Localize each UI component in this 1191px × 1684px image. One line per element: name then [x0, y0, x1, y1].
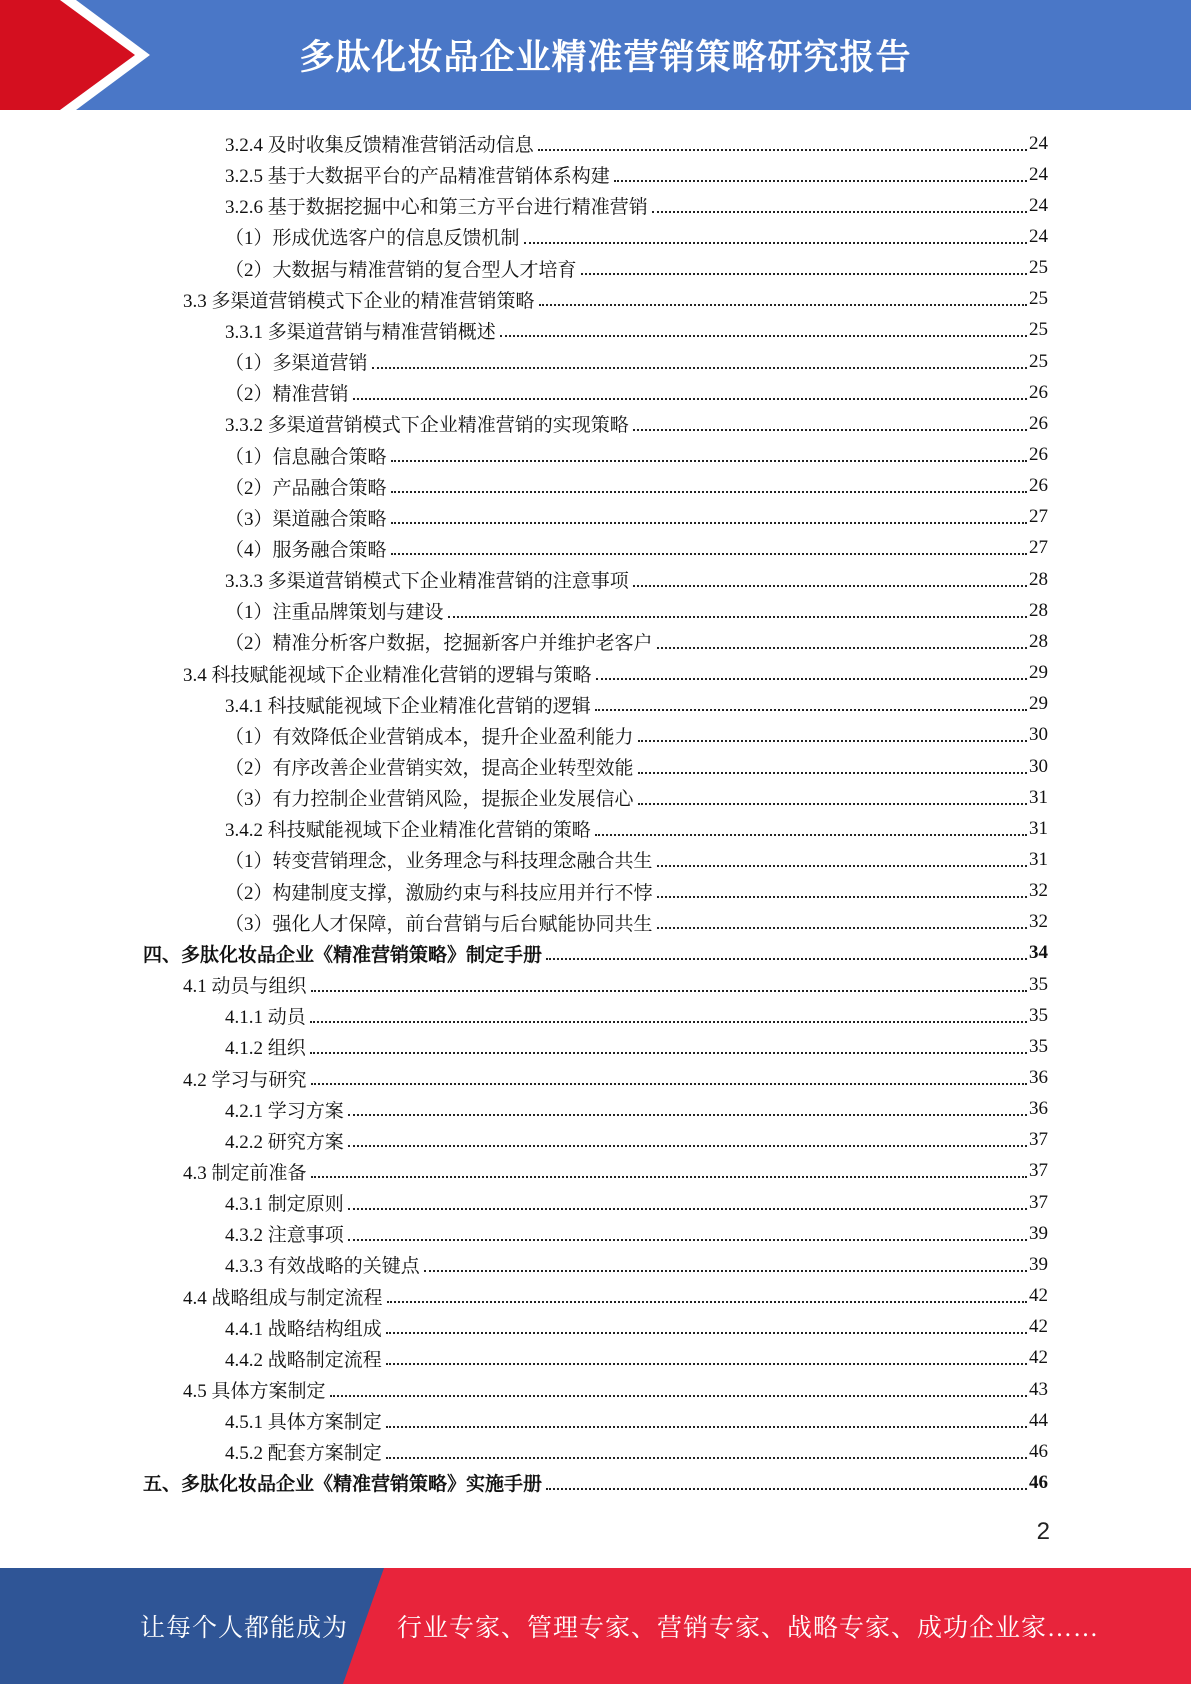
toc-entry[interactable]	[225, 595, 1048, 626]
toc-entry-page: 39	[1029, 1253, 1048, 1275]
toc-dot-leader	[386, 1363, 1027, 1365]
toc-entry-page: 26	[1029, 412, 1048, 434]
toc-entry-page: 28	[1029, 630, 1048, 652]
toc-dot-leader	[353, 398, 1027, 400]
toc-entry-title: 4.5 具体方案制定	[183, 1381, 326, 1402]
toc-entry-title: （1）形成优选客户的信息反馈机制	[225, 228, 520, 250]
toc-entry[interactable]	[225, 1405, 1048, 1436]
toc-entry[interactable]	[225, 408, 1048, 439]
toc-dot-leader	[311, 1083, 1027, 1085]
toc-entry-page: 26	[1029, 444, 1048, 465]
toc-dot-leader	[391, 522, 1027, 524]
toc-dot-leader	[311, 990, 1027, 992]
footer-banner	[0, 1568, 1191, 1684]
toc-entry[interactable]	[225, 1000, 1048, 1031]
toc-entry-page: 26	[1029, 381, 1048, 403]
toc-entry-title: 4.1.1 动员	[225, 1007, 306, 1029]
toc-entry[interactable]	[225, 502, 1048, 533]
toc-entry[interactable]	[225, 159, 1048, 190]
toc-entry[interactable]	[225, 689, 1048, 720]
toc-dot-leader	[386, 1426, 1027, 1428]
toc-entry[interactable]	[225, 253, 1048, 284]
toc-entry-page: 39	[1029, 1222, 1048, 1244]
report-title: 多肽化妆品企业精准营销策略研究报告	[299, 38, 912, 77]
toc-dot-leader	[310, 1021, 1027, 1023]
toc-entry[interactable]	[225, 1249, 1048, 1280]
toc-entry-title: 4.2 学习与研究	[183, 1069, 307, 1091]
toc-entry-page: 42	[1029, 1316, 1048, 1338]
toc-entry-page: 32	[1029, 880, 1048, 902]
toc-entry[interactable]	[225, 190, 1048, 221]
toc-entry[interactable]	[225, 907, 1048, 938]
toc-entry[interactable]	[225, 128, 1048, 159]
toc-dot-leader	[311, 1176, 1027, 1178]
toc-entry-title: 3.2.4 及时收集反馈精准营销活动信息	[225, 135, 534, 156]
toc-dot-leader	[524, 242, 1027, 244]
toc-entry-page: 35	[1029, 1004, 1048, 1026]
toc-entry-title: （1）多渠道营销	[225, 353, 368, 375]
toc-dot-leader	[652, 211, 1027, 213]
toc-entry-title: 4.5.2 配套方案制定	[225, 1443, 382, 1465]
toc-entry[interactable]	[225, 1343, 1048, 1374]
toc-dot-leader	[348, 1145, 1027, 1147]
footer-slogan-left: 让每个人都能成为	[140, 1615, 349, 1642]
toc-entry[interactable]	[183, 1156, 1048, 1187]
toc-entry-title: 四、多肽化妆品企业《精准营销策略》制定手册	[143, 944, 543, 966]
toc-entry-page: 36	[1029, 1067, 1048, 1088]
toc-entry[interactable]	[183, 658, 1048, 689]
toc-entry-page: 31	[1029, 786, 1048, 808]
toc-entry-title: （2）大数据与精准营销的复合型人才培育	[225, 259, 577, 281]
toc-dot-leader	[638, 772, 1027, 774]
toc-entry-page: 35	[1029, 973, 1048, 995]
toc-entry[interactable]	[225, 720, 1048, 751]
toc-entry-page: 24	[1029, 163, 1048, 185]
toc-entry-page: 25	[1029, 319, 1048, 341]
toc-entry-page: 37	[1029, 1129, 1048, 1151]
toc-dot-leader	[348, 1114, 1027, 1116]
toc-entry[interactable]	[143, 938, 1048, 969]
toc-dot-leader	[596, 678, 1027, 680]
toc-dot-leader	[348, 1208, 1027, 1210]
toc-entry[interactable]	[225, 1312, 1048, 1343]
toc-entry-title: 3.4 科技赋能视域下企业精准化营销的逻辑与策略	[183, 664, 592, 686]
toc-entry-page: 32	[1029, 911, 1048, 933]
toc-dot-leader	[581, 273, 1027, 275]
toc-entry-page: 42	[1029, 1347, 1048, 1369]
toc-dot-leader	[595, 709, 1027, 711]
toc-entry-title: 3.4.2 科技赋能视域下企业精准化营销的策略	[225, 820, 591, 842]
toc-entry-title: 4.3 制定前准备	[183, 1162, 307, 1184]
toc-entry[interactable]	[225, 1125, 1048, 1156]
toc-entry[interactable]	[225, 876, 1048, 907]
toc-entry-page: 30	[1029, 755, 1048, 777]
toc-entry[interactable]	[225, 440, 1048, 471]
toc-entry-page: 28	[1029, 568, 1048, 590]
toc-entry[interactable]	[183, 1374, 1048, 1405]
page-number: 2	[1036, 1518, 1050, 1545]
toc-entry-page: 25	[1029, 350, 1048, 372]
toc-entry-page: 25	[1029, 257, 1048, 279]
toc-entry-title: 4.4 战略组成与制定流程	[183, 1287, 383, 1309]
toc-entry-title: 3.3.3 多渠道营销模式下企业精准营销的注意事项	[225, 571, 629, 593]
toc-entry-page: 43	[1029, 1378, 1048, 1400]
toc-dot-leader	[310, 1052, 1027, 1054]
toc-dot-leader	[614, 180, 1027, 182]
toc-entry-page: 46	[1029, 1440, 1048, 1462]
toc-entry[interactable]	[225, 813, 1048, 844]
toc-entry-title: （1）转变营销理念，业务理念与科技理念融合共生	[225, 851, 653, 873]
toc-entry-title: 3.3.1 多渠道营销与精准营销概述	[225, 321, 496, 343]
toc-dot-leader	[500, 335, 1027, 337]
toc-entry[interactable]	[225, 533, 1048, 564]
toc-entry-title: 4.2.2 研究方案	[225, 1131, 344, 1153]
footer-slogan-right: 行业专家、管理专家、营销专家、战略专家、成功企业家……	[397, 1615, 1100, 1642]
toc-entry[interactable]	[225, 626, 1048, 657]
toc-entry-title: （2）精准分析客户数据，挖掘新客户并维护老客户	[225, 633, 653, 655]
toc-dot-leader	[330, 1395, 1027, 1397]
toc-entry-page: 26	[1029, 475, 1048, 497]
toc-dot-leader	[546, 1488, 1027, 1490]
toc-entry-page: 34	[1029, 942, 1048, 964]
toc-entry[interactable]	[225, 751, 1048, 782]
toc-entry[interactable]	[225, 1094, 1048, 1125]
toc-entry-title: 3.2.6 基于数据挖掘中心和第三方平台进行精准营销	[225, 197, 648, 219]
toc-dot-leader	[386, 1332, 1027, 1334]
toc-entry[interactable]	[225, 844, 1048, 875]
toc-entry-title: 4.1 动员与组织	[183, 976, 307, 998]
toc-entry-page: 29	[1029, 662, 1048, 684]
toc-entry-title: 3.2.5 基于大数据平台的产品精准营销体系构建	[225, 166, 610, 188]
toc-entry[interactable]	[225, 564, 1048, 595]
toc-entry-page: 24	[1029, 225, 1048, 247]
toc-dot-leader	[638, 803, 1027, 805]
toc-entry-title: 3.3.2 多渠道营销模式下企业精准营销的实现策略	[225, 415, 629, 437]
toc-entry-page: 31	[1029, 817, 1048, 839]
toc-dot-leader	[348, 1239, 1027, 1241]
toc-entry-title: （2）构建制度支撑，激励约束与科技应用并行不悖	[225, 882, 653, 904]
toc-entry[interactable]	[183, 284, 1048, 315]
toc-entry[interactable]	[183, 1063, 1048, 1094]
toc-dot-leader	[633, 429, 1027, 431]
toc-entry-page: 25	[1029, 288, 1048, 310]
toc-entry-page: 42	[1029, 1285, 1048, 1307]
toc-entry[interactable]	[225, 1187, 1048, 1218]
toc-entry[interactable]	[225, 346, 1048, 377]
toc-dot-leader	[391, 491, 1027, 493]
toc-entry-title: （2）精准营销	[225, 384, 349, 406]
toc-entry-page: 24	[1029, 194, 1048, 216]
toc-entry-title: （2）有序改善企业营销实效，提高企业转型效能	[225, 758, 634, 779]
toc-entry[interactable]	[143, 1467, 1048, 1498]
toc-entry-title: 4.3.2 注意事项	[225, 1225, 344, 1247]
toc-entry-page: 30	[1029, 724, 1048, 746]
toc-entry[interactable]	[183, 1281, 1048, 1312]
toc-dot-leader	[538, 149, 1027, 151]
toc-entry[interactable]	[225, 377, 1048, 408]
toc-entry-page: 36	[1029, 1098, 1048, 1120]
header-banner	[0, 0, 1191, 110]
toc-entry-page: 29	[1029, 693, 1048, 715]
toc-entry-title: 4.4.1 战略结构组成	[225, 1318, 382, 1340]
toc-entry-title: （3）渠道融合策略	[225, 508, 387, 530]
toc-dot-leader	[546, 958, 1027, 960]
toc-entry-title: （1）注重品牌策划与建设	[225, 602, 444, 624]
toc-dot-leader	[638, 740, 1027, 742]
toc-entry[interactable]	[225, 1218, 1048, 1249]
header-arrow-decoration	[0, 0, 160, 110]
toc-entry[interactable]	[225, 782, 1048, 813]
toc-entry-title: 4.2.1 学习方案	[225, 1100, 344, 1122]
toc-entry-title: （3）强化人才保障，前台营销与后台赋能协同共生	[225, 913, 653, 935]
toc-entry[interactable]	[225, 221, 1048, 252]
toc-entry-page: 35	[1029, 1035, 1048, 1057]
toc-entry-title: 4.3.1 制定原则	[225, 1194, 344, 1216]
toc-entry-title: （3）有力控制企业营销风险，提振企业发展信心	[225, 789, 634, 811]
toc-dot-leader	[657, 927, 1027, 929]
toc-dot-leader	[448, 616, 1027, 618]
toc-dot-leader	[372, 367, 1027, 369]
toc-dot-leader	[386, 1457, 1027, 1459]
toc-entry-title: （1）有效降低企业营销成本，提升企业盈利能力	[225, 726, 634, 748]
toc-entry[interactable]	[225, 1436, 1048, 1467]
toc-entry-title: （1）信息融合策略	[225, 446, 387, 468]
toc-entry-title: 3.3 多渠道营销模式下企业的精准营销策略	[183, 290, 535, 312]
toc-dot-leader	[657, 865, 1027, 867]
toc-dot-leader	[595, 834, 1027, 836]
toc-entry[interactable]	[225, 315, 1048, 346]
toc-entry-page: 27	[1029, 537, 1048, 559]
toc-entry[interactable]	[225, 1031, 1048, 1062]
toc-entry[interactable]	[225, 471, 1048, 502]
toc-entry-page: 24	[1029, 132, 1048, 154]
toc-dot-leader	[539, 304, 1027, 306]
toc-entry-page: 37	[1029, 1160, 1048, 1182]
toc-entry-title: 五、多肽化妆品企业《精准营销策略》实施手册	[143, 1474, 543, 1496]
toc-entry-title: 4.3.3 有效战略的关键点	[225, 1256, 420, 1278]
toc-dot-leader	[657, 896, 1027, 898]
toc-entry[interactable]	[183, 969, 1048, 1000]
toc-entry-page: 37	[1029, 1191, 1048, 1213]
toc-entry-title: 4.5.1 具体方案制定	[225, 1412, 382, 1434]
toc-dot-leader	[391, 460, 1027, 462]
toc-dot-leader	[391, 553, 1027, 555]
toc-entry-page: 31	[1029, 848, 1048, 870]
toc-entry-page: 27	[1029, 506, 1048, 528]
toc-entry-page: 44	[1029, 1409, 1048, 1431]
toc-entry-title: 4.4.2 战略制定流程	[225, 1349, 382, 1371]
toc-dot-leader	[387, 1301, 1027, 1303]
toc-entry-title: （4）服务融合策略	[225, 539, 387, 561]
toc-entry-title: 4.1.2 组织	[225, 1038, 306, 1060]
toc-entry-title: 3.4.1 科技赋能视域下企业精准化营销的逻辑	[225, 695, 591, 717]
toc-dot-leader	[424, 1270, 1027, 1272]
toc-entry-page: 28	[1029, 599, 1048, 621]
toc-dot-leader	[657, 647, 1027, 649]
toc-dot-leader	[633, 585, 1027, 587]
toc-entry-page: 46	[1029, 1471, 1048, 1493]
toc-entry-title: （2）产品融合策略	[225, 477, 387, 499]
